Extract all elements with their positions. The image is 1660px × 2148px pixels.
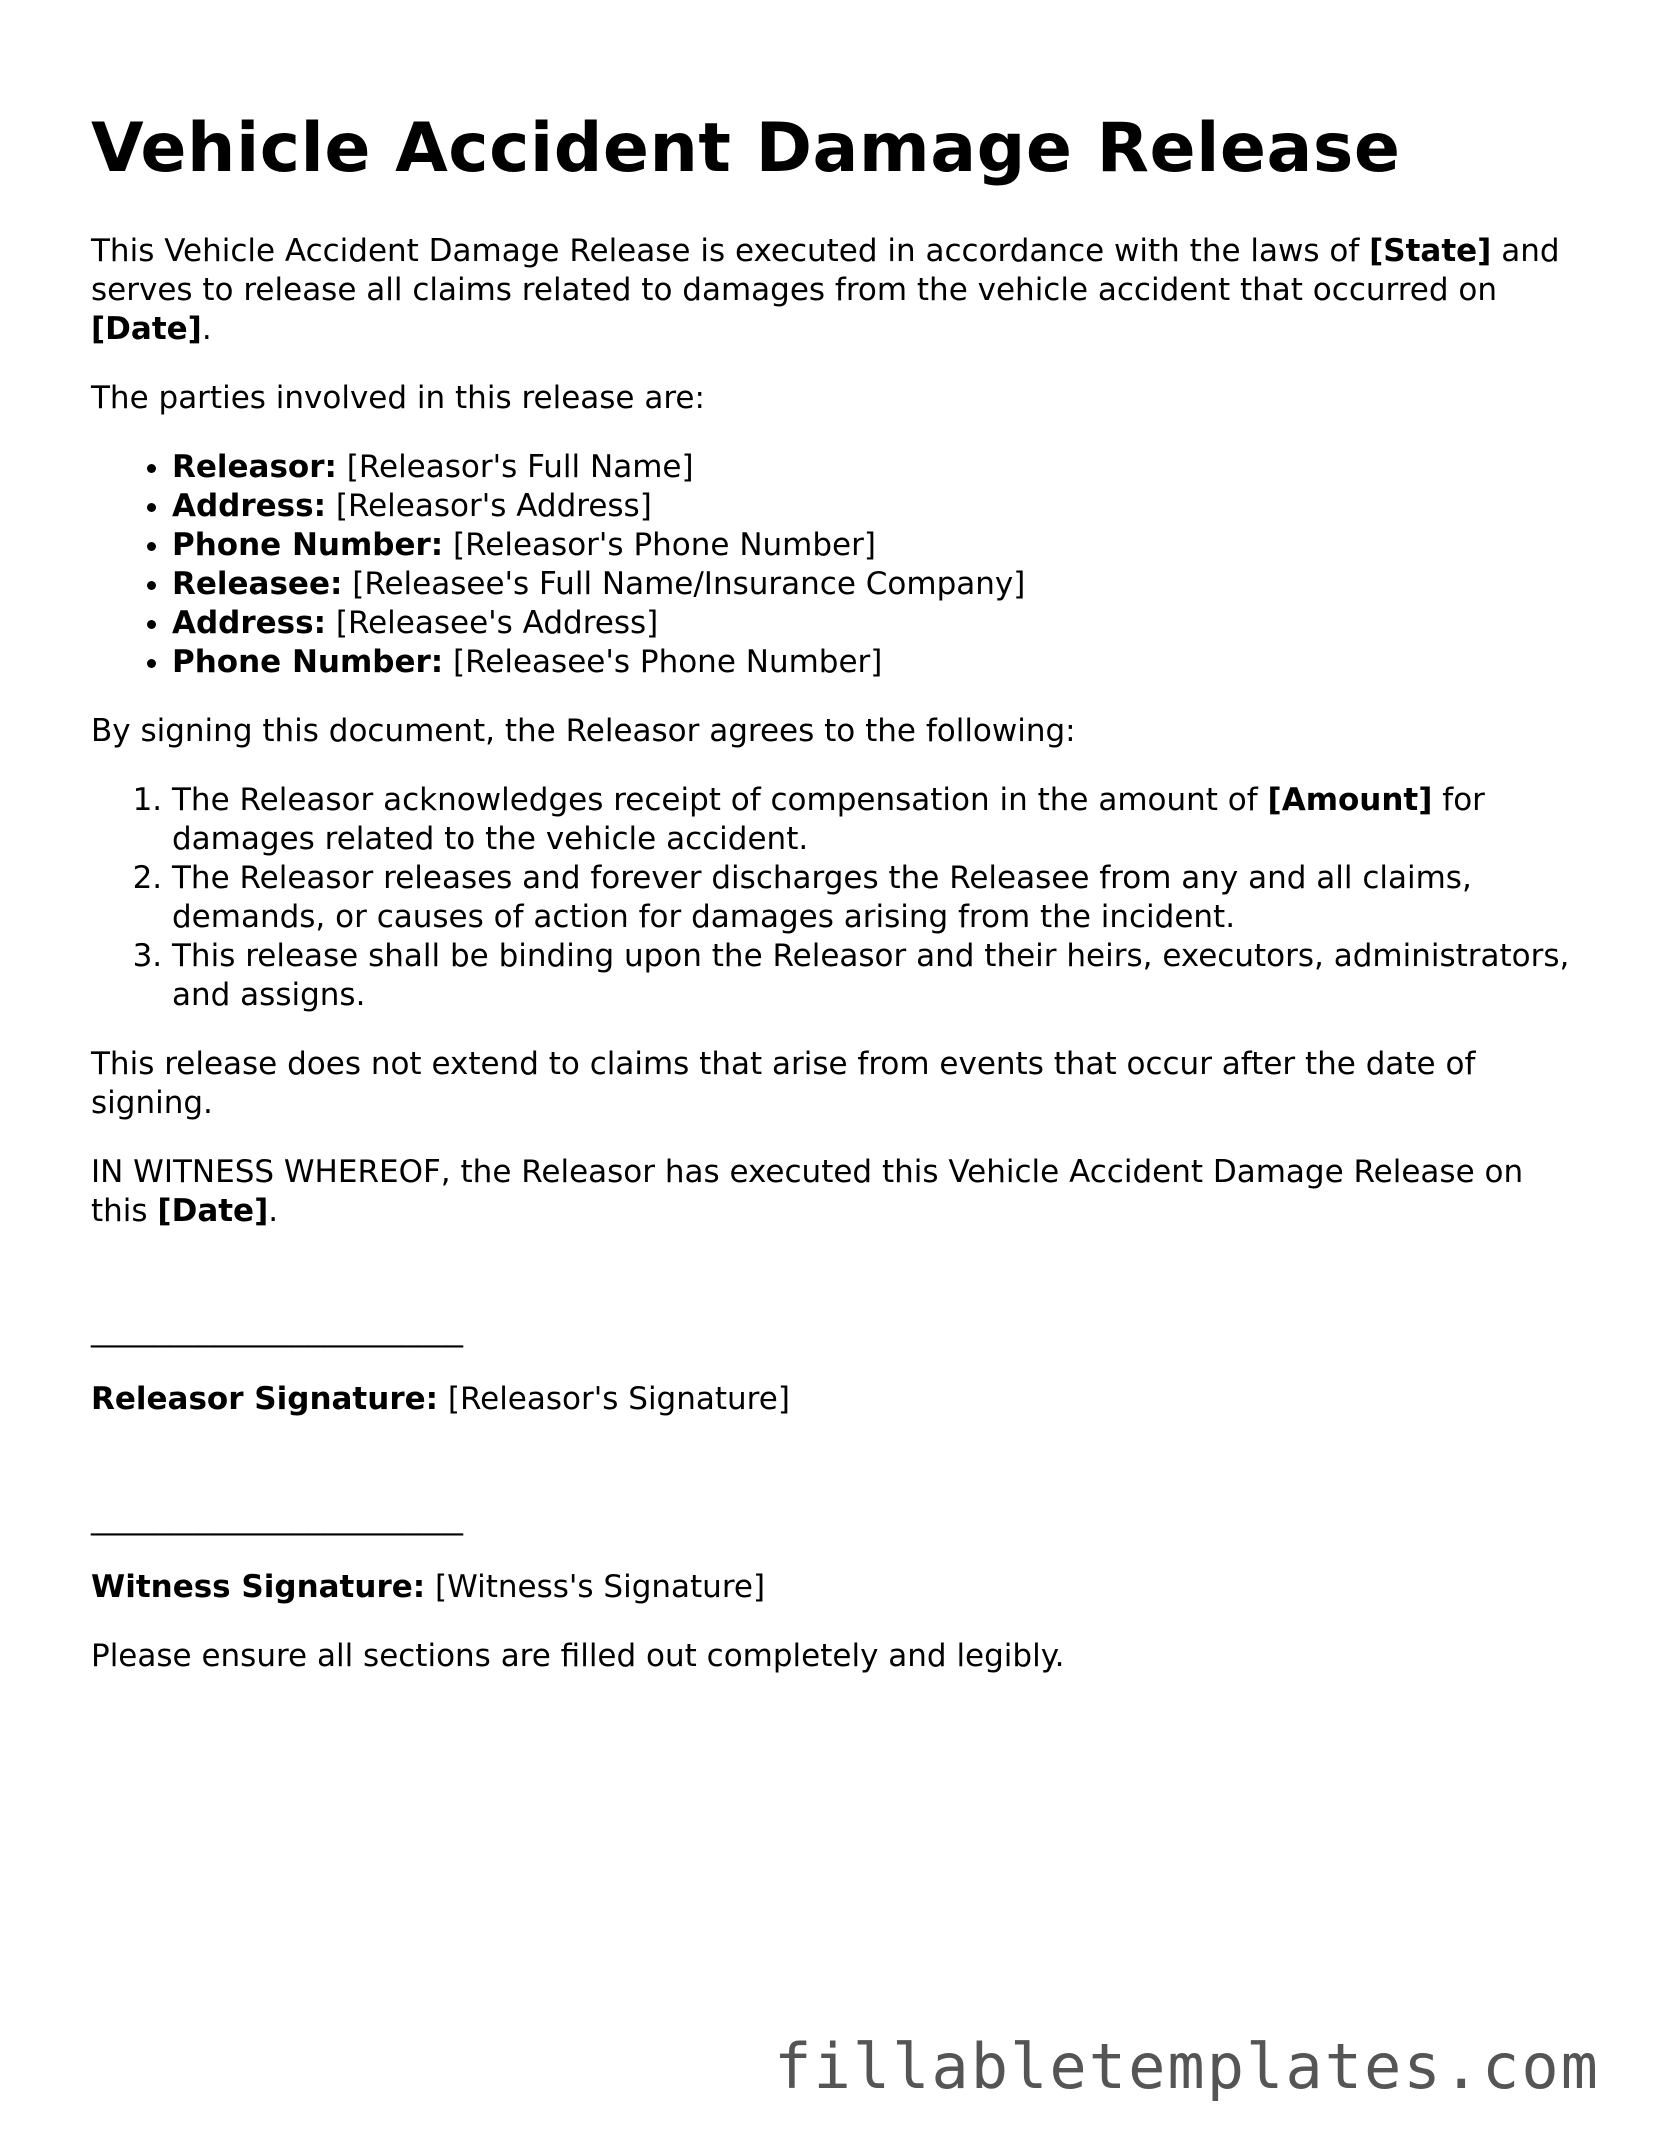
party-value: [Releasee's Full Name/Insurance Company] xyxy=(342,566,1026,603)
witness-paragraph xyxy=(91,1153,1571,1231)
party-label: Address: xyxy=(172,605,326,642)
signing-date-placeholder: [Date] xyxy=(157,1193,269,1230)
agreement-intro: By signing this document, the Releasor agrees to the following: xyxy=(91,713,1076,750)
witness-signature xyxy=(91,1568,1571,1607)
document-page xyxy=(91,110,1571,1706)
party-value: [Releasor's Address] xyxy=(326,488,652,525)
intro-text-2: and serves to release all claims related to damages from the vehicle accident that occurred on xyxy=(91,233,1560,309)
term-text: for damages related to the vehicle accident. xyxy=(172,782,1485,858)
witness-signature-label: Witness Signature: xyxy=(91,1569,426,1606)
party-label: Releasee: xyxy=(172,566,343,603)
accident-date-placeholder: [Date] xyxy=(91,311,202,348)
witness-signature-value: [Witness's Signature] xyxy=(425,1569,766,1606)
parties-intro: The parties involved in this release are: xyxy=(91,380,705,417)
list-item xyxy=(172,487,1571,526)
party-value: [Releasee's Address] xyxy=(326,605,659,642)
limitation-paragraph: This release does not extend to claims that arise from events that occur after the date of signing. xyxy=(91,1046,1476,1122)
intro-paragraph xyxy=(91,232,1571,349)
closing-note: Please ensure all sections are filled out completely and legibly. xyxy=(91,1638,1065,1675)
party-label: Address: xyxy=(172,488,326,525)
term-item-3: 3. This release shall be binding upon the Releasor and their heirs, executors, administrators, and assigns. xyxy=(172,937,1571,1015)
state-placeholder: [State] xyxy=(1369,233,1492,270)
list-item xyxy=(172,604,1571,643)
party-label: Phone Number: xyxy=(172,527,444,564)
releasor-signature xyxy=(91,1380,1571,1419)
intro-text-1: This Vehicle Accident Damage Release is executed in accordance with the laws of xyxy=(91,233,1370,270)
list-item xyxy=(172,643,1571,682)
term-item-1 xyxy=(172,781,1571,859)
party-value: [Releasor's Phone Number] xyxy=(443,527,876,564)
terms-list xyxy=(91,781,1571,1015)
list-item xyxy=(172,526,1571,565)
party-label: Phone Number: xyxy=(172,644,444,681)
party-label: Releasor: xyxy=(172,449,337,486)
amount-placeholder: [Amount] xyxy=(1267,782,1433,819)
parties-list xyxy=(91,448,1571,682)
party-value: [Releasor's Full Name] xyxy=(336,449,694,486)
list-item xyxy=(172,565,1571,604)
witness-signature-line: ________________________ xyxy=(91,1500,463,1537)
witness-text-2: . xyxy=(268,1193,279,1230)
intro-text-3: . xyxy=(201,311,212,348)
party-value: [Releasee's Phone Number] xyxy=(443,644,883,681)
term-text: The Releasor acknowledges receipt of compensation in the amount of xyxy=(172,782,1268,819)
document-title: Vehicle Accident Damage Release xyxy=(91,109,1401,188)
releasor-signature-label: Releasor Signature: xyxy=(91,1381,439,1418)
releasor-signature-line: ________________________ xyxy=(91,1312,463,1349)
list-item xyxy=(172,448,1571,487)
witness-text-1: IN WITNESS WHEREOF, the Releasor has executed this Vehicle Accident Damage Release on this xyxy=(91,1154,1524,1230)
term-item-2: 2. The Releasor releases and forever discharges the Releasee from any and all claims, demands, or causes of action for damages arising from the incident. xyxy=(172,859,1571,937)
releasor-signature-value: [Releasor's Signature] xyxy=(438,1381,790,1418)
watermark: fillabletemplates.com xyxy=(774,2030,1600,2103)
